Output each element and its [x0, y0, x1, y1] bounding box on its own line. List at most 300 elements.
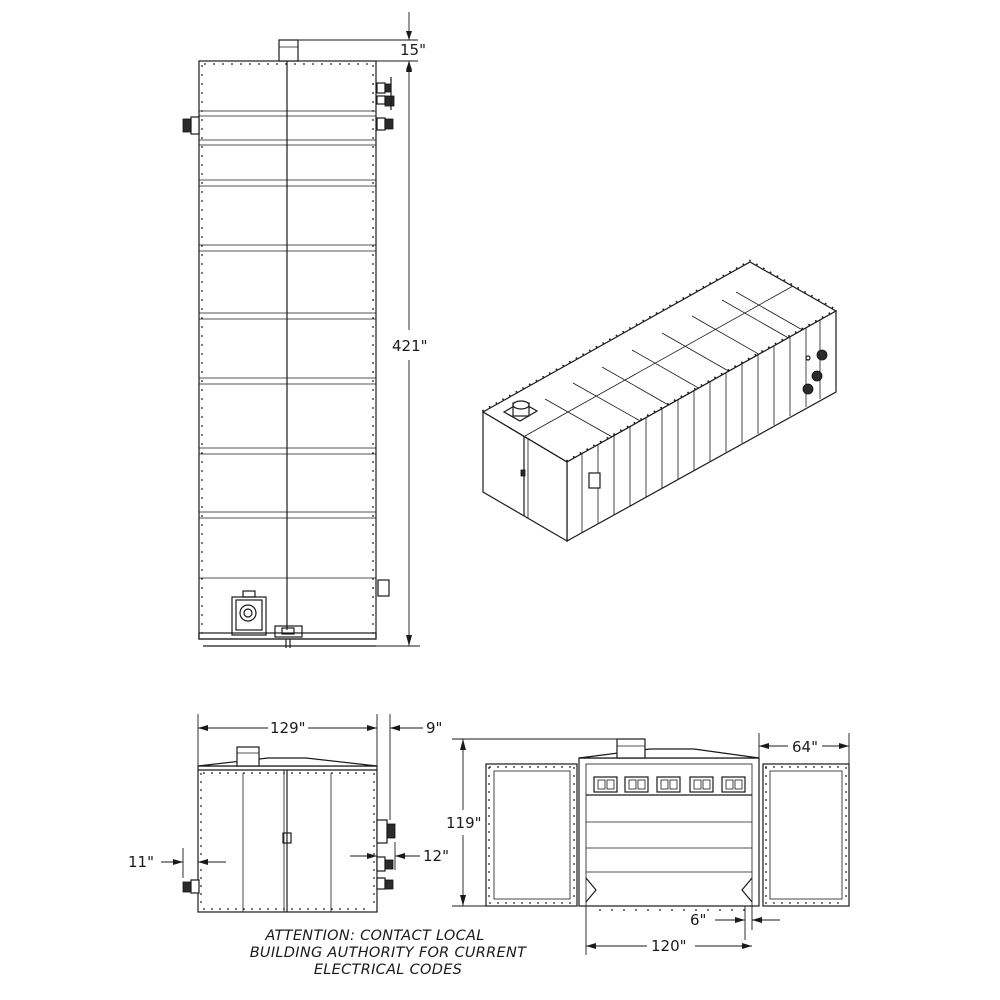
rivet-dot — [372, 488, 374, 490]
rivet-dot — [372, 344, 374, 346]
rivet-dot — [200, 813, 202, 815]
rivet-dot — [201, 632, 203, 634]
rivet-dot — [521, 902, 523, 904]
rivet-dot — [573, 879, 575, 881]
rivet-dot — [636, 323, 638, 325]
rivet-dot — [497, 902, 499, 904]
rivet-dot — [761, 350, 763, 352]
rivet-dot — [813, 766, 815, 768]
rivet-dot — [795, 331, 797, 333]
rivet-dot — [596, 346, 598, 348]
rivet-dot — [201, 407, 203, 409]
rivet-dot — [373, 797, 375, 799]
dimension-left-offset — [128, 848, 226, 878]
rivet-dot — [845, 823, 847, 825]
rivet-dot — [573, 831, 575, 833]
rivet-dot — [201, 371, 203, 373]
dim-label-119: 119" — [446, 814, 482, 832]
rivet-dot — [667, 403, 669, 405]
rivet-dot — [702, 286, 704, 288]
rivet-dot — [505, 902, 507, 904]
rivet-dot — [488, 831, 490, 833]
rivet-dot — [201, 110, 203, 112]
rivet-dot — [488, 791, 490, 793]
rivet-dot — [372, 92, 374, 94]
rivet-dot — [213, 63, 215, 65]
rivet-dot — [845, 871, 847, 873]
rivet-dot — [201, 479, 203, 481]
end-roof-vent — [237, 747, 259, 766]
rivet-dot — [513, 902, 515, 904]
isometric-view — [482, 260, 836, 541]
rivet-dot — [200, 885, 202, 887]
rivet-dot — [781, 766, 783, 768]
rivet-dot — [736, 267, 738, 269]
rivet-dot — [372, 254, 374, 256]
rivet-dot — [488, 871, 490, 873]
rivet-dot — [489, 766, 491, 768]
rivet-dot — [674, 399, 676, 401]
rivet-dot — [200, 845, 202, 847]
rivet-dot — [569, 902, 571, 904]
rivet-dot — [488, 863, 490, 865]
rivet-dot — [200, 829, 202, 831]
rivet-dot — [832, 307, 834, 309]
rivet-dot — [235, 772, 237, 774]
rivet-dot — [845, 767, 847, 769]
rivet-dot — [765, 863, 767, 865]
rivet-dot — [312, 63, 314, 65]
rivet-dot — [765, 791, 767, 793]
rivet-dot — [789, 902, 791, 904]
rivet-dot — [330, 63, 332, 65]
rivet-dot — [200, 893, 202, 895]
rivet-dot — [576, 357, 578, 359]
rivet-dot — [497, 766, 499, 768]
front-roof-vent — [617, 739, 645, 758]
rivet-dot — [303, 63, 305, 65]
rivet-dot — [754, 354, 756, 356]
rivet-dot — [201, 254, 203, 256]
rivet-dot — [372, 290, 374, 292]
rivet-dot — [201, 281, 203, 283]
rivet-dot — [813, 902, 815, 904]
rivet-dot — [573, 775, 575, 777]
rivet-dot — [818, 299, 820, 301]
rivet-dot — [765, 895, 767, 897]
rivet-dot — [781, 902, 783, 904]
rivet-dot — [845, 895, 847, 897]
plan-roof-vent — [279, 40, 298, 61]
rivet-dot — [629, 327, 631, 329]
dim-label-421: 421" — [392, 337, 428, 355]
rivet-dot — [372, 137, 374, 139]
rivet-dot — [788, 335, 790, 337]
rivet-dot — [201, 344, 203, 346]
rivet-dot — [201, 416, 203, 418]
rivet-dot — [200, 773, 202, 775]
rivet-dot — [765, 823, 767, 825]
rivet-dot — [765, 855, 767, 857]
rivet-dot — [372, 353, 374, 355]
rivet-dot — [649, 316, 651, 318]
rivet-dot — [801, 327, 803, 329]
rivet-dot — [200, 797, 202, 799]
rivet-dot — [243, 908, 245, 910]
rivet-dot — [482, 410, 484, 412]
rivet-dot — [696, 290, 698, 292]
rivet-dot — [669, 305, 671, 307]
rivet-dot — [222, 63, 224, 65]
rivet-dot — [294, 63, 296, 65]
rivet-dot — [845, 799, 847, 801]
rivet-dot — [203, 772, 205, 774]
rivet-dot — [765, 902, 767, 904]
rivet-dot — [573, 839, 575, 841]
rivet-dot — [373, 789, 375, 791]
dim-label-12: 12" — [423, 847, 449, 865]
rivet-dot — [201, 173, 203, 175]
rivet-dot — [837, 766, 839, 768]
rivet-dot — [299, 908, 301, 910]
rivet-dot — [845, 855, 847, 857]
rivet-dot — [811, 295, 813, 297]
rivet-dot — [366, 63, 368, 65]
rivet-dot — [372, 551, 374, 553]
rivet-dot — [201, 317, 203, 319]
rivet-dot — [808, 324, 810, 326]
rivet-dot — [656, 312, 658, 314]
rivet-dot — [355, 772, 357, 774]
rivet-dot — [201, 218, 203, 220]
rivet-dot — [372, 452, 374, 454]
rivet-dot — [709, 282, 711, 284]
rivet-dot — [201, 200, 203, 202]
rivet-dot — [331, 908, 333, 910]
rivet-dot — [569, 361, 571, 363]
rivet-dot — [676, 301, 678, 303]
end-left-fitting — [183, 880, 199, 893]
rivet-dot — [689, 293, 691, 295]
rivet-dot — [372, 83, 374, 85]
rivet-dot — [372, 110, 374, 112]
rivet-dot — [600, 441, 602, 443]
rivet-dot — [201, 182, 203, 184]
rivet-dot — [829, 902, 831, 904]
rivet-dot — [372, 380, 374, 382]
rivet-dot — [580, 452, 582, 454]
rivet-dot — [573, 456, 575, 458]
rivet-dot — [201, 335, 203, 337]
rivet-dot — [373, 869, 375, 871]
rivet-dot — [201, 551, 203, 553]
rivet-dot — [372, 227, 374, 229]
rivet-dot — [339, 63, 341, 65]
rivet-dot — [662, 308, 664, 310]
rivet-dot — [613, 433, 615, 435]
rivet-dot — [573, 791, 575, 793]
rivet-dot — [701, 384, 703, 386]
rivet-dot — [372, 245, 374, 247]
rivet-dot — [728, 369, 730, 371]
iso-end-latch — [521, 470, 525, 476]
dimension-door-swing — [759, 733, 849, 764]
rivet-dot — [606, 437, 608, 439]
rivet-dot — [845, 839, 847, 841]
rivet-dot — [488, 887, 490, 889]
rivet-dot — [200, 781, 202, 783]
rivet-dot — [488, 847, 490, 849]
rivet-dot — [781, 339, 783, 341]
rivet-dot — [227, 772, 229, 774]
rivet-dot — [363, 908, 365, 910]
rivet-dot — [372, 479, 374, 481]
rivet-dot — [714, 377, 716, 379]
rivet-dot — [522, 387, 524, 389]
rivet-dot — [267, 908, 269, 910]
rivet-dot — [537, 766, 539, 768]
rivet-dot — [721, 373, 723, 375]
rivet-dot — [275, 908, 277, 910]
dimension-top-offset — [298, 12, 426, 72]
rivet-dot — [489, 406, 491, 408]
rivet-dot — [515, 391, 517, 393]
rivet-dot — [765, 831, 767, 833]
rivet-dot — [339, 908, 341, 910]
rivet-dot — [722, 275, 724, 277]
note-line-2: BUILDING AUTHORITY FOR CURRENT — [249, 945, 527, 961]
rivet-dot — [219, 772, 221, 774]
rivet-dot — [845, 831, 847, 833]
rivet-dot — [635, 909, 637, 911]
rivet-dot — [200, 877, 202, 879]
rivet-dot — [201, 146, 203, 148]
rivet-dot — [201, 227, 203, 229]
rivet-dot — [549, 372, 551, 374]
note-line-3: ELECTRICAL CODES — [313, 962, 463, 978]
rivet-dot — [227, 908, 229, 910]
rivet-dot — [363, 772, 365, 774]
rivet-dot — [372, 317, 374, 319]
rivet-dot — [200, 869, 202, 871]
rivet-dot — [620, 429, 622, 431]
note-line-1: ATTENTION: CONTACT LOCAL — [265, 928, 485, 944]
rivet-dot — [323, 908, 325, 910]
rivet-dot — [372, 425, 374, 427]
right-door-open — [763, 764, 849, 906]
rivet-dot — [694, 388, 696, 390]
rivet-dot — [609, 338, 611, 340]
rivet-dot — [372, 632, 374, 634]
rivet-dot — [201, 128, 203, 130]
rivet-dot — [372, 209, 374, 211]
rivet-dot — [765, 766, 767, 768]
rivet-dot — [201, 362, 203, 364]
rivet-dot — [240, 63, 242, 65]
rivet-dot — [589, 350, 591, 352]
rivet-dot — [680, 395, 682, 397]
rivet-dot — [372, 416, 374, 418]
rivet-dot — [331, 772, 333, 774]
rivet-dot — [355, 908, 357, 910]
rivet-dot — [488, 839, 490, 841]
rivet-dot — [562, 365, 564, 367]
rivet-dot — [373, 861, 375, 863]
rivet-dot — [249, 63, 251, 65]
rivet-dot — [201, 137, 203, 139]
rivet-dot — [566, 460, 568, 462]
rivet-dot — [201, 155, 203, 157]
rivet-dot — [765, 815, 767, 817]
rivet-dot — [573, 807, 575, 809]
rivet-dot — [307, 772, 309, 774]
rivet-dot — [201, 587, 203, 589]
rivet-dot — [845, 879, 847, 881]
rivet-dot — [731, 909, 733, 911]
rivet-dot — [201, 119, 203, 121]
rivet-dot — [372, 308, 374, 310]
rivet-dot — [372, 155, 374, 157]
rivet-dot — [201, 380, 203, 382]
rivet-dot — [201, 353, 203, 355]
rivet-dot — [627, 426, 629, 428]
rivet-dot — [789, 766, 791, 768]
dim-label-129: 129" — [270, 719, 306, 737]
rivet-dot — [373, 829, 375, 831]
rivet-dot — [372, 578, 374, 580]
rivet-dot — [201, 290, 203, 292]
rivet-dot — [593, 445, 595, 447]
rivet-dot — [372, 461, 374, 463]
rivet-dot — [683, 909, 685, 911]
rivet-dot — [201, 488, 203, 490]
rivet-dot — [821, 766, 823, 768]
rivet-dot — [285, 63, 287, 65]
rivet-dot — [529, 902, 531, 904]
rivet-dot — [201, 74, 203, 76]
rivet-dot — [805, 902, 807, 904]
rivet-dot — [488, 783, 490, 785]
rivet-dot — [488, 879, 490, 881]
end-right-fittings — [377, 820, 395, 889]
rivet-dot — [561, 766, 563, 768]
rivet-dot — [372, 524, 374, 526]
rivet-dot — [845, 847, 847, 849]
rivet-dot — [373, 877, 375, 879]
rivet-dot — [372, 164, 374, 166]
rivet-dot — [201, 65, 203, 67]
rivet-dot — [372, 281, 374, 283]
rivet-dot — [243, 772, 245, 774]
rivet-dot — [784, 279, 786, 281]
rivet-dot — [201, 308, 203, 310]
rivet-dot — [204, 63, 206, 65]
plan-left-fitting — [183, 117, 199, 134]
left-door-open — [486, 764, 577, 906]
rivet-dot — [275, 772, 277, 774]
rivet-dot — [845, 863, 847, 865]
rivet-dot — [200, 901, 202, 903]
rivet-dot — [509, 395, 511, 397]
rivet-dot — [373, 837, 375, 839]
rivet-dot — [259, 772, 261, 774]
rivet-dot — [488, 799, 490, 801]
rivet-dot — [529, 383, 531, 385]
electrical-code-note — [250, 928, 527, 978]
rivet-dot — [748, 358, 750, 360]
rivet-dot — [749, 260, 751, 262]
rivet-dot — [729, 271, 731, 273]
rivet-dot — [348, 63, 350, 65]
rivet-dot — [716, 278, 718, 280]
rivet-dot — [815, 320, 817, 322]
rivet-dot — [573, 863, 575, 865]
rivet-dot — [765, 887, 767, 889]
rivet-dot — [219, 908, 221, 910]
rivet-dot — [611, 909, 613, 911]
rivet-dot — [373, 773, 375, 775]
rivet-dot — [845, 815, 847, 817]
rivet-dot — [502, 398, 504, 400]
rivet-dot — [790, 283, 792, 285]
rivet-dot — [201, 398, 203, 400]
rivet-dot — [372, 470, 374, 472]
rivet-dot — [372, 434, 374, 436]
rivet-dot — [372, 605, 374, 607]
rivet-dot — [201, 623, 203, 625]
rivet-dot — [201, 299, 203, 301]
rivet-dot — [372, 371, 374, 373]
rivet-dot — [633, 422, 635, 424]
rivet-dot — [372, 587, 374, 589]
rivet-dot — [372, 497, 374, 499]
rivet-dot — [837, 902, 839, 904]
rivet-dot — [201, 614, 203, 616]
rivet-dot — [545, 766, 547, 768]
rivet-dot — [742, 263, 744, 265]
end-elevation — [128, 714, 449, 912]
rivet-dot — [201, 542, 203, 544]
rivet-dot — [211, 908, 213, 910]
rivet-dot — [488, 823, 490, 825]
rivet-dot — [372, 218, 374, 220]
rivet-dot — [276, 63, 278, 65]
rivet-dot — [845, 783, 847, 785]
rivet-dot — [211, 772, 213, 774]
rivet-dot — [372, 326, 374, 328]
rivet-dot — [372, 101, 374, 103]
rivet-dot — [654, 411, 656, 413]
rivet-dot — [372, 623, 374, 625]
rivet-dot — [201, 83, 203, 85]
dimension-door-gap — [690, 906, 780, 940]
rivet-dot — [372, 146, 374, 148]
rivet-dot — [372, 191, 374, 193]
rivet-dot — [845, 775, 847, 777]
rivet-dot — [321, 63, 323, 65]
rivet-dot — [357, 63, 359, 65]
rivet-dot — [201, 191, 203, 193]
rivet-dot — [773, 902, 775, 904]
rivet-dot — [556, 368, 558, 370]
rivet-dot — [347, 908, 349, 910]
rivet-dot — [804, 291, 806, 293]
rivet-dot — [372, 542, 374, 544]
rivet-dot — [495, 402, 497, 404]
rivet-dot — [201, 389, 203, 391]
rivet-dot — [775, 343, 777, 345]
rivet-dot — [372, 569, 374, 571]
